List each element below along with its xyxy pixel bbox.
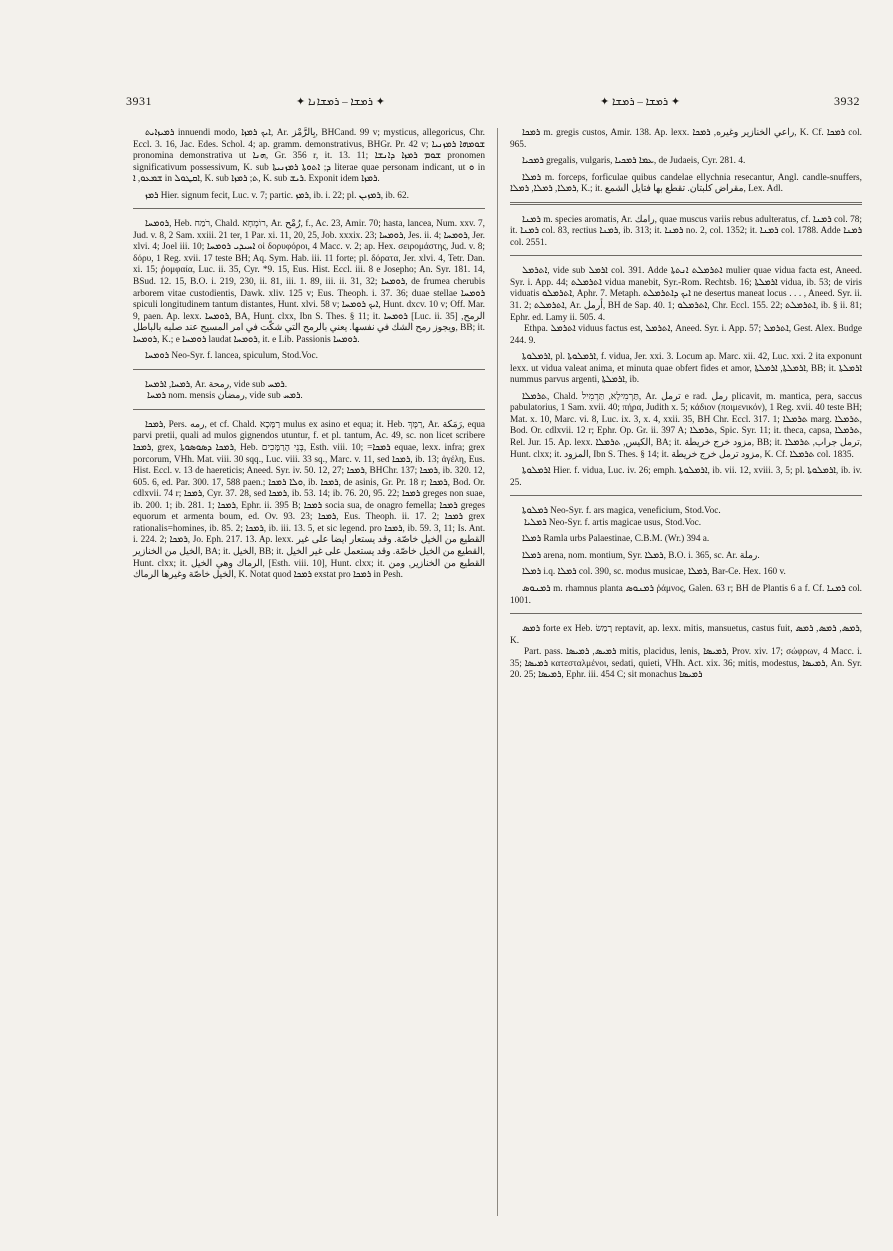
dictionary-entry (510, 466, 862, 489)
section-rule (133, 409, 485, 410)
running-head-left: ✦ ܪܡܫܐ – ܪܡܫܐܢܐ ✦ (296, 96, 385, 108)
entry-paragraph: Part. pass. ܪܡܝܣ, ܪܡܝܣܐ mitis, placidus, lenis, ܪܡܝܣܐ, Prov. xiv. 17; σώφρων, 4 Macc. i. 35; ܪܡܝܣܐ κατεσταλμένοι, sedati, quieti, VHh. Act. xix. 36; mitis, modestus, ܪܡܝܣܐ, An. Syr. 20. 25; ܪܡܝܣܐ, Ephr. iii. 454 C; sit monachus ܪܡܝܣܐ (510, 647, 862, 681)
entry-paragraph: ܪܡܠܐ i.q. ܪܡܠܐ col. 390, sc. modus musicae, ܪܡܠܐ, Bar-Ce. Hex. 160 v. (522, 567, 786, 578)
entry-paragraph: Ethpa. ܐܬܪܡܠ viduus factus est, ܐܬܪܡܠ, Aneed. Syr. i. App. 57; ܐܬܪܡܠ, Gest. Alex. Budge 244. 9. (510, 324, 862, 346)
dictionary-entry (510, 392, 862, 461)
column-divider (497, 128, 498, 1216)
entry-paragraph: ܪܡܠܘܬܐ Neo-Syr. f. ars magica, veneficium, Stod.Voc. (522, 506, 721, 517)
dictionary-entry (510, 624, 862, 682)
dictionary-entry (510, 506, 862, 529)
entry-paragraph: ܐܬܪܡܠ, vide sub ܐܪܡܠ col. 391. Adde ܐܬܪܡܠܬ ܐܢܬܬܐ mulier quae vidua facta est, Aneed. Syr. i. App. 44; ܐܬܪܡܠܬ vidua manebit, Syr.-Rom. Rechtsb. 16; ܐܪܡܠܬܐ vidua, ib. 53; de viris viduatis ܐܬܪܡܠܘ, Aphr. 7. Metaph. ܐܝܟ ܕܐܬܪܡܠܬ ne desertus maneat locus . . . , Aneed. Syr. ii. 31. 2; ܐܬܪܡܠܬ, Ar. أرمل, BH de Sap. 40. 1; ܐܬܪܡܠܘ, Chr. Eccl. 155. 22; ܐܬܪܡܠܬ, ib. § ii. 81; Ephr. ed. Lamy ii. 505. 4. (510, 266, 863, 323)
section-rule (510, 613, 862, 614)
entry-paragraph: ܪܡܝܙܐܝܬ innuendi modo, ܐܝܟ ܪܡܙܐ, Ar. بِالرَّمْز, BHCand. 99 v; mysticus, allegoricus, Chr. Eccl. 3. 16, Jac. Edes. Schol. 4; ap. gramm. demonstrativus, BHGr. Pr. 42 v; ܫܘܡܗܐ ܪܡܙܢܝܐ pronomina demonstrativa ut ܗܢܐ, Gr. 356 r, it. 13. 11; ܫܘܡ ܪܡܙܐ ܕܐܢܫܐ pronomen significativum possessivum, K. sub ܕ; ܐܬܘܬܐ ܪܡܙܢܝܬܐ literae quae personam indicant, ut ܘ in ܫܡܥܘ, ܐ in ܐܩܛܘܠ, K. sub ܬ; ܪܡܙܐ, K. sub ܪܝܫ. Exponit idem ܪܡܙܐ. (133, 128, 486, 185)
dictionary-entry (510, 128, 862, 151)
entry-paragraph: ܪܡܠܝܐ Neo-Syr. f. artis magicae usus, Stod.Voc. (524, 517, 702, 528)
dictionary-entry (510, 266, 862, 347)
dictionary-entry (133, 380, 485, 403)
entry-paragraph: ܪܘܡܚܐ, Heb. רֹמַח, Chald. רוֹמְחָא, Ar. رُمْح, f., Ac. 23, Amir. 70; hasta, lancea, Num. xxv. 7, Jud. v. 8, 2 Sam. xxiii. 21 ter, 1 Par. xi. 11, 20, 25, Job. xxxix. 23; ܪܘܡܚܐ, Jes. ii. 4; ܪܘܡܚܐ, Jer. xlvi. 4; Joel iii. 10; ܐܚܝܕܝ ܪܘܡܚܐ οἱ δορυφόροι, 4 Macc. v. 2; ap. Hex. σειρομάστης, Jud. v. 8; δόρυ, 1 Reg. xvii. 17 teste BH; Aq. Sym. Hab. iii. 11 forte; pl. δόρατα, Jer. xlvi. 4, Tetr. Dan. xi. 15; ῥομφαία, Luc. ii. 35, Cyr. *9. 15, Eus. Hist. Eccl. iii. 8 e Josepho; An. Syr. 181. 14, BSud. 12. 15, B.O. i. 219, 230, ii. 81, iii. 1. 89, iii. ii. 31, 32; ܪܘܡܚܐ, de frumea cherubis arborem vitae custodientis, Dawk. xliv. 125 v; Eus. Theoph. i. 37. 36; duae stellae ܪܘܡܚܐ spiculi longitudinem tantum distantes, Hunt. xlvi. 58 v; ܐܝܟ ܪܘܡܚܐ, Hunt. dxcv. 10 v; Off. Mar. 9, paen. Ap. lexx. ܪܘܡܚܐ, BA, Hunt. clxx, Ibn S. Thes. § 11; it. ܪܘܡܚܐ [Luc. ii. 35] الرمح, ويجوز رمح الشك في نفسها. يعني بالرمح التي شكّت في امر المسيح عند صلبه بالباطل, BB; it. ܪܘܡܚܐ, K.; e ܪܘܡܚܐ laudat ܪܘܡܚܐ, it. e Lib. Passionis ܪܘܡܚܐ. (133, 219, 486, 345)
dictionary-entry (510, 215, 862, 250)
section-rule (510, 202, 862, 205)
dictionary-entry (133, 420, 485, 582)
entry-paragraph: ܪܘܡܚܐ Neo-Syr. f. lancea, spiculum, Stod.Voc. (145, 351, 318, 362)
section-rule (510, 495, 862, 496)
entry-paragraph: ܪܡܠܐ Ramla urbs Palaestinae, C.B.M. (Wr.) 394 a. (522, 534, 710, 545)
dictionary-entry (510, 156, 862, 168)
entry-paragraph: ܪܡܢܘܣ m. rhamnus planta ܪܡܢܘܣ ῥάμνος, Galen. 63 r; BH de Plantis 6 a f. Cf. ܪܡܢܐ col. 1001. (510, 583, 862, 606)
dictionary-entry (510, 534, 862, 546)
page-number-left: 3931 (126, 94, 152, 108)
running-head-right: ✦ ܪܡܫܐ – ܪܡܫܐ ✦ (600, 96, 681, 108)
dictionary-entry (510, 173, 862, 196)
dictionary-entry (133, 128, 485, 186)
dictionary-entry (510, 567, 862, 579)
left-column (133, 128, 485, 587)
entry-paragraph: ܪܡܠܐ arena, nom. montium, Syr. ܪܡܠܐ, B.O. i. 365, sc. Ar. رملة. (522, 550, 760, 561)
entry-paragraph: ܪܡܠܐ m. forceps, forficulae quibus candelae ellychnia resecantur, Angl. candle-snuffers, ܪܡܠܐ, ܪܡܠܐ, ܪܡܠܐ, K.; it. مقراض كلبتان. تقطع بها فتايل الشمع, Lex. Adl. (510, 172, 862, 195)
section-rule (133, 208, 485, 209)
entry-paragraph: ܬܪܡܠܐ, Chald. תַּרְמִילָא, תַּרְמִיל, Ar. ترمل e rad. رمل plicavit, m. mantica, pera, saccus pabulatorius, 1 Sam. xvii. 40; πήρα, Judith x. 5; κάδιον (ποιμενικόν), 1 Reg. xvii. 40 teste BH; Mat. x. 10, Marc. vi. 8, Luc. ix. 3, x. 4, xxii. 35, BH Chr. Eccl. 317. 1; ܬܪܡܠܐ marg. ܬܪܡܠܐ, Bod. Or. cdlxvii. 12 r; Ephr. Op. Gr. ii. 397 A; ܬܪܡܠܐ, Spic. Syr. 11; it. theca, capsa, ܬܪܡܠܐ, Rel. Jur. 15. Ap. lexx. الكيس, ܬܪܡܠܐ, BA; it. مزود خرج خريطة, BB; it. ترمل جراب, ܬܪܡܠܐ, Hunt. clxx; it. المزود, Ibn S. Thes. § 14; it. مزود ترمل خرج خريطة, K. Cf. ܬܪܡܠܐ col. 1835. (510, 391, 863, 460)
dictionary-entry (133, 219, 485, 346)
dictionary-entry (510, 352, 862, 387)
section-rule (133, 369, 485, 370)
entry-paragraph: ܪܡܟܐ, Pers. رمه, et cf. Chald. רַמָּכָא mulus ex asino et equa; it. Heb. רַמָּךְ, Ar. رَمَكة, equa parvi pretii, quali ad mulos gignendos utuntur, f. et pl. tantum, Ac. 49, sc. non licet scribere ܪܡܟܐ, grex, ܪܡܟܐ ܕܣܘܣܘܬܐ, Heb. בְּנֵי הָרַמָּכִים, Esth. viii. 10; =ܪܡܟܐ equae, lexx. infra; grex porcorum, VHh. Mat. viii. 30 sqq., Luc. viii. 33 sq., Marc. v. 11, sed ܪܡܟܐ, ib. 13; ἀγέλη, Eus. Hist. Eccl. v. 13 de haereticis; Aneed. Syr. iv. 50. 12, 27; ܪܡܟܐ, BHChr. 137; ܪܡܟܐ, ib. 320. 12, 605. 6, ed. Par. 300. 17, 588 paen.; ܘܠܐ ܪܡܟܐ, ib. ܪܡܟܐ, de asinis, Gr. Pr. 18 r; ܪܡܟܐ, Bod. Or. cdlxvii. 74 r; ܪܡܟܐ, Cyr. 37. 28, sed ܪܡܟܐ, ib. 53. 14; ib. 76. 20, 95. 22; ܪܡܟܐ greges non suae, ib. 200. 1; ib. 281. 1; ܪܡܟܐ, Ephr. ii. 395 B; ܪܡܟܐ socia sua, de onagro femella; ܪܡܟܐ greges equorum et armenta boum, ed. Ov. 93. 23; ܪܡܟܐ, Eus. Theoph. ii. 17. 2; ܪܡܟܐ grex rationalis=homines, ib. 85. 2; ܪܡܟܐ, ib. iii. 13. 5, et sic legend. pro ܪܡܟܐ, ib. 59. 3, 11; Is. Ant. i. 224. 2; ܪܡܟܐ, Jo. Eph. 217. 13. Ap. lexx. القطيع من الخيل خاصّة. وقد يستعار ايضا على غير الخيل من الخنازير, BA; it. الخيل, BB; it. القطيع من الخيل خاصّة. وقد يستعمل على غير الخيل, Hunt. clxx; it. الرماك وهي الخيل, [Esth. viii. 10], Hunt. clxx; it. القطيع من الخنازير, ومن الخيل خاصّة وغيرها الرماك, K. Notat quod ܪܡܟܐ exstat pro ܪܡܟܐ in Pesh. (133, 419, 486, 581)
entry-paragraph: ܐܪܡܠܘܬܐ, pl. ܐܪܡܠܘܬܐ, f. vidua, Jer. xxi. 3. Locum ap. Marc. xii. 42, Luc. xxi. 2 ita exponunt lexx. ut vidua valeat anima, et minuta quae obfert fides et amor, ܐܪܡܠܬܐ, ܐܪܡܠܬܐ, BB; it. ܐܪܡܠܬܐ nummus parvus argenti, ܐܪܡܠܬܐ, ib. (510, 352, 862, 386)
entry-paragraph: ܪܡܣ forte ex Heb. רָמַשׂ reptavit, ap. lexx. mitis, mansuetus, castus fuit, ܪܡܣ, ܪܡܣ, ܪܡܣ, K. (510, 624, 862, 646)
page-number-right: 3932 (834, 94, 860, 108)
dictionary-entry (510, 551, 862, 563)
entry-paragraph: ܪܡܢܐ m. species aromatis, Ar. رامك, quae muscus variis rebus adulteratus, cf. ܪܡܢܐ col. 78; it. ܪܡܢܐ col. 83, rectius ܪܡܢܐ, ib. 313; it. ܪܡܢܐ no. 2, col. 1352; it. ܪܡܢܐ col. 1788. Adde ܪܡܢܐ col. 2551. (510, 214, 863, 248)
right-column (510, 128, 862, 687)
entry-paragraph: ܪܡܟܝܐ gregalis, vulgaris, ܥܡܐ ܪܡܟܝܐ, de Judaeis, Cyr. 281. 4. (522, 156, 746, 167)
dictionary-entry (133, 191, 485, 203)
section-rule (510, 255, 862, 256)
entry-paragraph: ܪܡܙ Hier. signum fecit, Luc. v. 7; partic. ܪܡܙ, ib. i. 22; pl. ܪܡܙܝܢ, ib. 62. (145, 190, 409, 201)
dictionary-entry (510, 584, 862, 607)
entry-paragraph: ܪܡܟܐ m. gregis custos, Amir. 138. Ap. lexx. راعي الخنازير وغيره, ܪܡܟܐ, K. Cf. ܪܡܟܐ col. 965. (510, 128, 862, 150)
entry-paragraph: ܪܡܚܐ, ܐܪܡܚܐ, Ar. رمحة, vide sub ܪܡܚ. (145, 379, 288, 390)
entry-paragraph: ܪܡܚܐ nom. mensis رمضان, vide sub ܪܡܚ. (147, 391, 303, 402)
dictionary-entry (133, 351, 485, 363)
page-header (126, 94, 860, 116)
entry-paragraph: ܐܪܡܠܘܬܐ Hier. f. vidua, Luc. iv. 26; emph. ܐܪܡܠܘܬܐ, ib. vii. 12, xviii. 3, 5; pl. ܐܪܡܠܘܬܐ, ib. iv. 25. (510, 466, 862, 488)
